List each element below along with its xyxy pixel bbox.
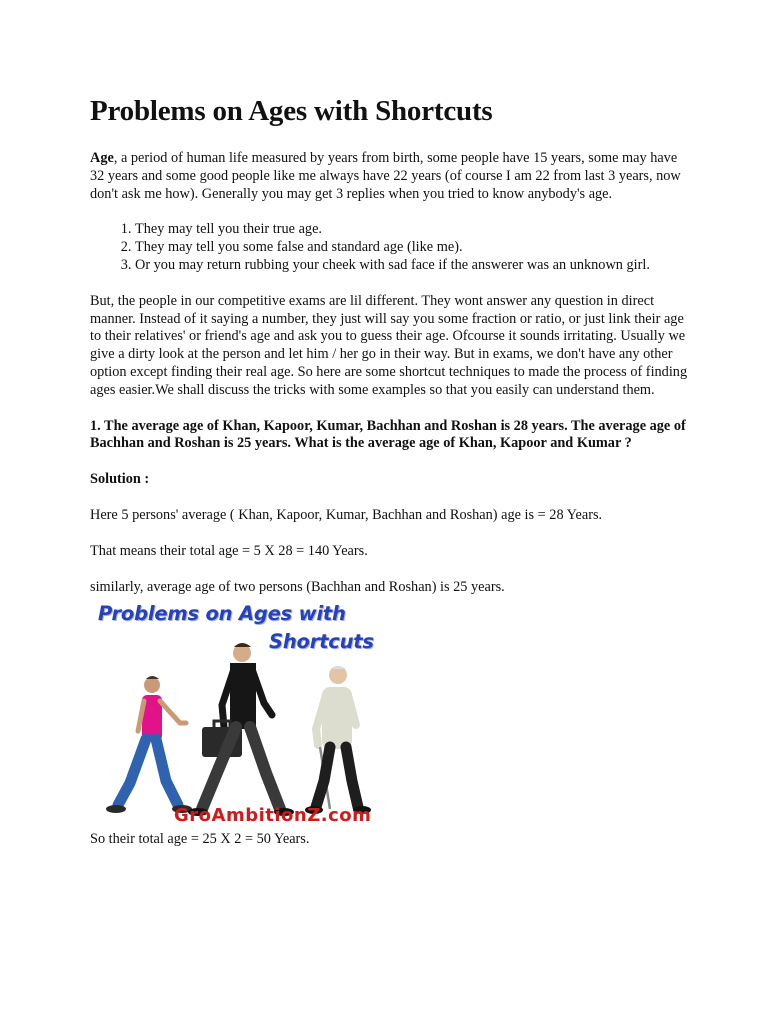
list-item: 1. They may tell you their true age. xyxy=(135,221,690,239)
intro-paragraph xyxy=(90,150,690,203)
article-body xyxy=(90,94,690,867)
list-item: 2. They may tell you some false and standard age (like me). xyxy=(135,239,690,257)
intro-lead: Age xyxy=(90,150,114,166)
solution-step-2: That means their total age = 5 X 28 = 140 Years. xyxy=(90,542,368,559)
solution-step-3: similarly, average age of two persons (Bachhan and Roshan) is 25 years. xyxy=(90,578,505,595)
adult-walker-figure xyxy=(188,643,294,816)
replies-list xyxy=(90,221,690,274)
intro-text: , a period of human life measured by years from birth, some people have 15 years, some may have 32 years and some good people like me always have 22 years (of course I am 22 from last 3 years, now don't ask me how). Generally you may get 3 replies when you tried to know anybody's age. xyxy=(90,150,681,202)
list-item: 3. Or you may return rubbing your cheek with sad face if the answerer was an unknown girl. xyxy=(135,257,690,275)
figure-title-line-1: Problems on Ages with xyxy=(98,602,346,626)
elderly-walker-figure xyxy=(305,666,371,814)
figure-title-line-2: Shortcuts xyxy=(269,630,374,654)
question-1: 1. The average age of Khan, Kapoor, Kumar, Bachhan and Roshan is 28 years. The average age of Bachhan and Roshan is 25 years. What is the average age of Khan, Kapoor and Kumar ? xyxy=(90,417,686,452)
solution-step-1: Here 5 persons' average ( Khan, Kapoor, Kumar, Bachhan and Roshan) age is = 28 Years. xyxy=(90,506,603,523)
young-walker-figure xyxy=(106,676,192,813)
explanation-paragraph: But, the people in our competitive exams are lil different. They wont answer any question in direct manner. Instead of it saying a number, they just will say you some fraction or ratio, or just link their age to their relatives' or friend's age and ask you to guess their age. Ofcourse it sounds irritating. Usually we give a dirty look at the person and let him / her go in their way. But in exams, we don't have any other option except finding their real age. So here are some shortcut techniques to made the process of finding ages easier.We shall discuss the tricks with some examples so that you easily can understand them. xyxy=(90,292,688,398)
solution-step-4: So their total age = 25 X 2 = 50 Years. xyxy=(90,831,310,848)
figure-site-watermark: GroAmbitionZ.com xyxy=(174,805,372,827)
page-title: Problems on Ages with Shortcuts xyxy=(90,95,493,127)
solution-label: Solution : xyxy=(90,471,150,488)
ages-illustration xyxy=(94,602,394,829)
